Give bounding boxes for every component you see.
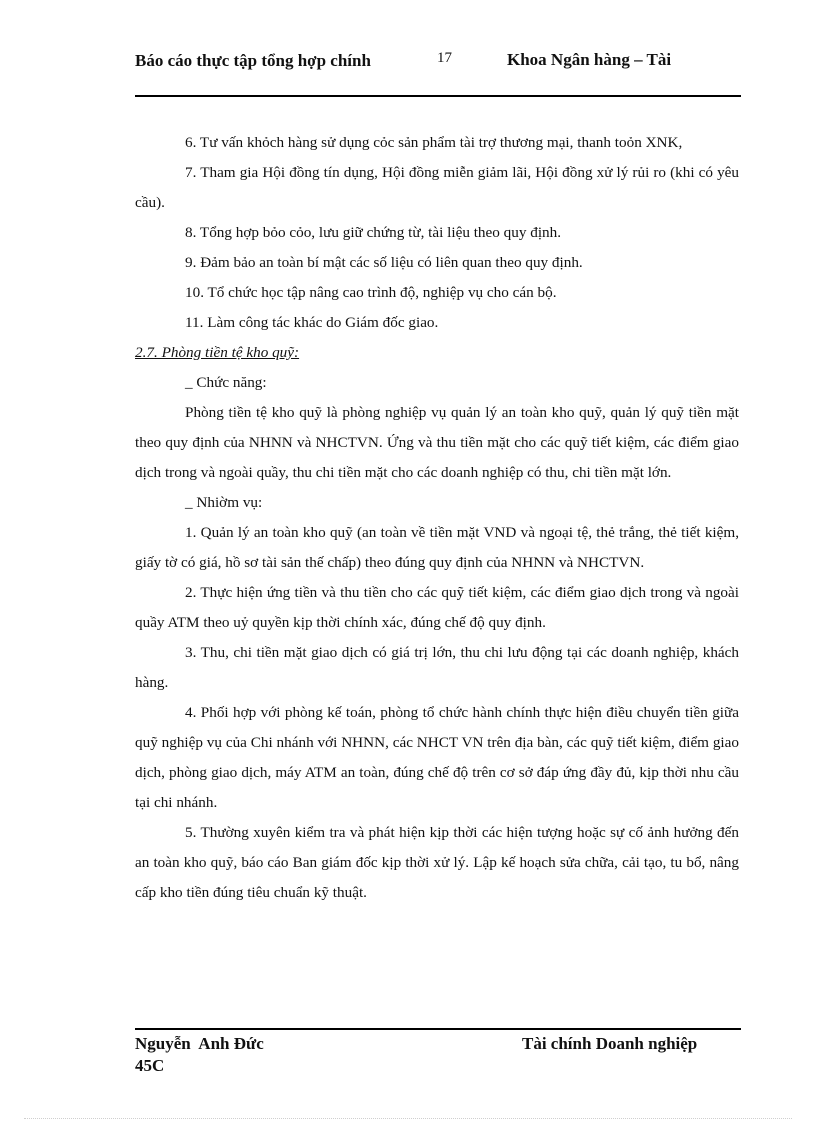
footer-rule xyxy=(135,1028,741,1030)
page-bottom-border xyxy=(24,1118,792,1119)
duty-item: 2. Thực hiện ứng tiền và thu tiền cho các quỹ tiết kiệm, các điểm giao dịch trong và ngoài quầy ATM theo uỷ quyền kịp thời chính xác, đúng chế độ quy định. xyxy=(135,584,739,631)
paragraph: 7. Tham gia Hội đồng tín dụng, Hội đồng miễn giảm lãi, Hội đồng xử lý rủi ro (khi có yêu cầu). xyxy=(135,164,739,211)
section-heading xyxy=(135,338,739,368)
duty-item: 1. Quản lý an toàn kho quỹ (an toàn về tiền mặt VND và ngoại tệ, thẻ trắng, thẻ tiết kiệm, giấy tờ có giá, hồ sơ tài sản thế chấp) theo đúng quy định của NHNN và NHCTVN. xyxy=(135,524,739,571)
page-header xyxy=(135,48,741,96)
function-paragraph: Phòng tiền tệ kho quỹ là phòng nghiệp vụ quản lý an toàn kho quỹ, quản lý quỹ tiền mặt theo quy định của NHNN và NHCTVN. Ứng và thu tiền mặt cho các quỹ tiết kiệm, các điểm giao dịch trong và ngoài quầy, thu chi tiền mặt cho các doanh nghiệp có thu, chi tiền mặt lớn. xyxy=(135,404,739,481)
paragraph: 10. Tổ chức học tập nâng cao trình độ, nghiệp vụ cho cán bộ. xyxy=(185,284,557,301)
paragraph: 8. Tổng hợp bỏo cỏo, lưu giữ chứng từ, tài liệu theo quy định. xyxy=(185,224,562,241)
header-rule xyxy=(135,95,741,97)
function-label: _ Chức năng: xyxy=(185,374,267,391)
section-heading-text: 2.7. Phòng tiền tệ kho quỹ: xyxy=(135,344,300,361)
paragraph: 11. Làm công tác khác do Giám đốc giao. xyxy=(185,314,439,331)
footer-department: Tài chính Doanh nghiệp xyxy=(522,1034,698,1053)
duty-item: 5. Thường xuyên kiểm tra và phát hiện kịp thời các hiện tượng hoặc sự cố ảnh hưởng đến an toàn kho quỹ, báo cáo Ban giám đốc kịp thời xử lý. Lập kế hoạch sửa chữa, cải tạo, tu bổ, nâng cấp kho tiền đúng tiêu chuẩn kỹ thuật. xyxy=(135,824,739,901)
paragraph: 9. Đảm bảo an toàn bí mật các số liệu có liên quan theo quy định. xyxy=(185,254,583,271)
duty-item: 3. Thu, chi tiền mặt giao dịch có giá trị lớn, thu chi lưu động tại các doanh nghiệp, khách hàng. xyxy=(135,644,739,691)
paragraph: 6. Tư vấn khỏch hàng sử dụng cỏc sản phẩm tài trợ thương mại, thanh toỏn XNK, xyxy=(185,134,683,151)
duty-item: 4. Phối hợp với phòng kế toán, phòng tổ chức hành chính thực hiện điều chuyển tiền giữa quỹ nghiệp vụ của Chi nhánh với NHNN, các NHCT VN trên địa bàn, các quỹ tiết kiệm, điểm giao dịch, phòng giao dịch, máy ATM an toàn, đúng chế độ trên cơ sở đáp ứng đầy đủ, kịp thời nhu cầu tại chi nhánh. xyxy=(135,704,739,811)
footer-author: Nguyễn Anh Đức 45C xyxy=(135,1034,264,1075)
header-faculty: Khoa Ngân hàng – Tài xyxy=(507,50,672,69)
header-report-title: Báo cáo thực tập tổng hợp chính xyxy=(135,51,371,70)
page-number: 17 xyxy=(437,50,452,66)
duty-label: _ Nhiờm vụ: xyxy=(185,494,263,511)
document-body xyxy=(135,128,739,908)
